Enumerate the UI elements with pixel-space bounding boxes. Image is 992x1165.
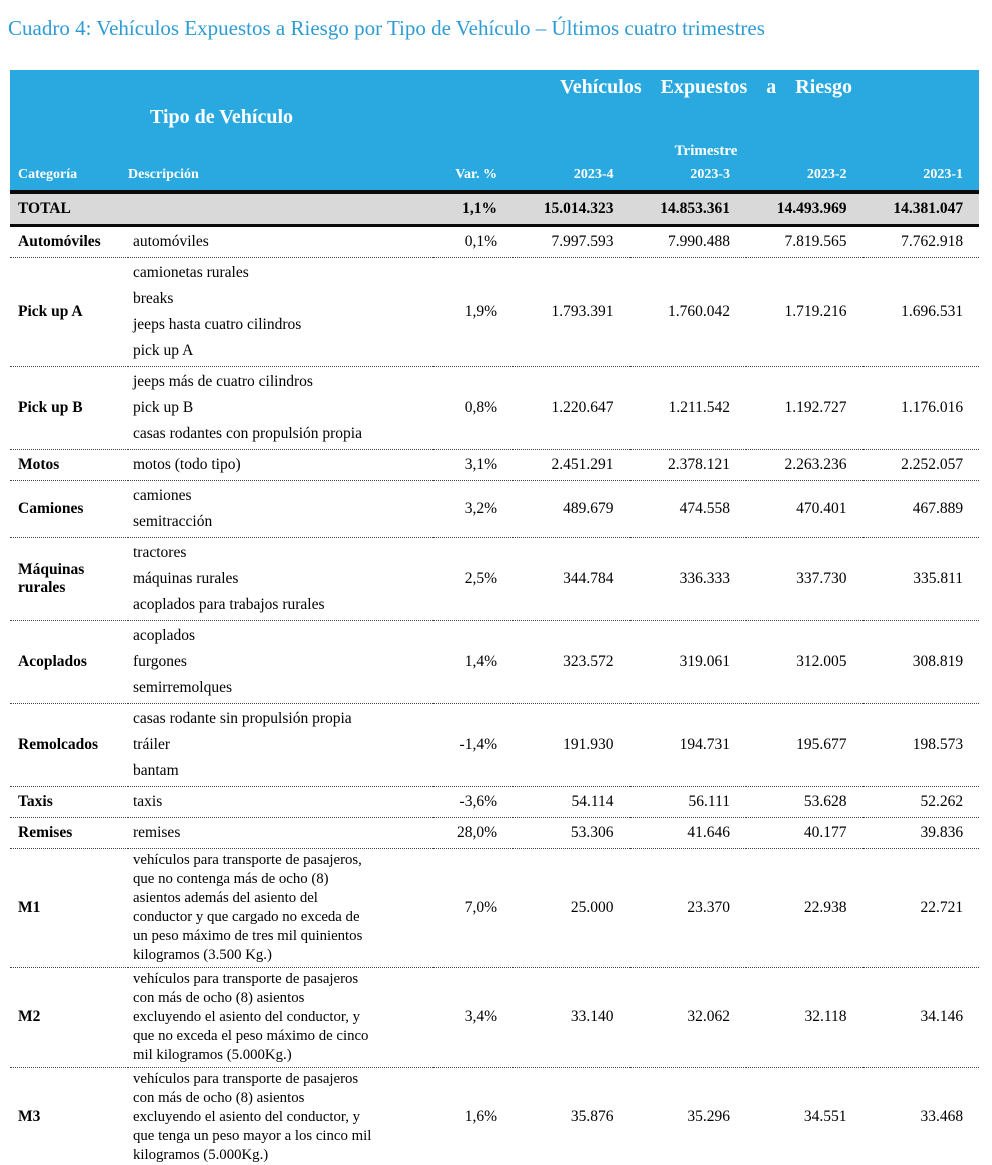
value-2023-3-cell: 474.558 [679,499,730,517]
value-2023-2-cell: 22.938 [803,898,847,916]
value-2023-1-cell: 39.836 [920,823,964,841]
table-row [10,967,979,1067]
value-2023-1-cell: 33.468 [920,1108,964,1125]
value-2023-4-cell: 489.679 [563,499,614,517]
description-line: excluyendo el asiento del conductor, y [133,1008,361,1025]
value-2023-3-cell: 23.370 [687,898,730,916]
description-line: conductor y que cargado no exceda de [133,908,360,925]
value-2023-4-cell: 344.784 [563,569,614,587]
column-header-2023-3: 2023-3 [690,167,730,182]
column-header-2023-1: 2023-1 [923,167,964,182]
table-row [10,1067,979,1165]
value-2023-1-cell: 335.811 [913,569,964,587]
value-2023-2-cell: 312.005 [796,652,847,670]
total-value: 14.853.361 [660,199,730,217]
description-cell [128,967,433,1067]
var-pct-cell: 7,0% [464,898,497,916]
var-pct-cell: -3,6% [459,792,497,810]
table-body [10,192,979,1165]
description-cell [128,848,433,967]
var-pct-cell: 1,9% [464,302,497,320]
description-line: pick up A [133,341,194,359]
description-line: breaks [133,289,174,307]
description-line: que tenga un peso mayor a los cinco mil [133,1127,372,1144]
value-2023-2-cell: 34.551 [803,1108,847,1125]
description-cell [128,225,433,257]
description-line: motos (todo tipo) [133,455,241,473]
value-2023-2-cell: 7.819.565 [784,232,847,250]
description-line: jeeps más de cuatro cilindros [133,372,313,390]
category-cell: Máquinas rurales [18,560,85,596]
description-cell [128,480,433,537]
value-2023-3-cell: 319.061 [679,652,730,670]
table-row [10,703,979,786]
description-line: vehículos para transporte de pasajeros [133,970,359,987]
value-2023-1-cell: 1.696.531 [901,302,964,320]
column-header-2023-4: 2023-4 [573,167,614,182]
var-pct-cell: -1,4% [459,735,497,753]
value-2023-4-cell: 191.930 [563,735,614,753]
total-value: 15.014.323 [543,199,614,217]
value-2023-4-cell: 25.000 [570,898,614,916]
description-line: mil kilogramos (5.000Kg.) [133,1046,292,1063]
table-row [10,817,979,848]
category-cell: Camiones [18,499,84,517]
description-cell [128,449,433,480]
value-2023-2-cell: 2.263.236 [784,455,847,473]
value-2023-1-cell: 198.573 [912,735,964,753]
table-row [10,537,979,620]
value-2023-1-cell: 34.146 [920,1008,964,1025]
total-label: TOTAL [18,199,71,217]
vehicles-at-risk-table [10,70,979,1165]
var-pct-cell: 28,0% [456,823,497,841]
table-row [10,620,979,703]
table-row [10,225,979,257]
description-cell [128,817,433,848]
table-row [10,480,979,537]
description-line: tráiler [133,735,171,753]
column-header-2023-2: 2023-2 [806,167,847,182]
category-cell: Pick up A [18,302,83,320]
header-group-title: Vehículos Expuestos a Riesgo [560,76,852,98]
description-line: pick up B [133,398,194,416]
var-pct-cell: 3,4% [464,1008,497,1025]
value-2023-2-cell: 337.730 [796,569,847,587]
value-2023-3-cell: 32.062 [687,1008,730,1025]
value-2023-1-cell: 1.176.016 [901,398,964,416]
var-pct-cell: 0,1% [464,232,497,250]
value-2023-4-cell: 33.140 [570,1008,614,1025]
description-line: acoplados [133,626,195,644]
value-2023-2-cell: 1.192.727 [784,398,847,416]
var-pct-cell: 0,8% [464,398,497,416]
table-row [10,786,979,817]
description-cell [128,786,433,817]
description-line: kilogramos (5.000Kg.) [133,1146,269,1163]
category-cell: Acoplados [18,652,87,670]
category-cell: M3 [18,1108,41,1125]
category-cell: Automóviles [18,232,101,250]
value-2023-1-cell: 467.889 [912,499,964,517]
value-2023-4-cell: 53.306 [570,823,614,841]
total-value: 14.493.969 [776,199,847,217]
value-2023-2-cell: 195.677 [796,735,847,753]
value-2023-4-cell: 323.572 [563,652,614,670]
header-tipo-de-vehiculo: Tipo de Vehículo [149,105,294,128]
category-cell: Remises [18,823,73,841]
category-cell: Motos [18,455,60,473]
description-line: que no contenga más de ocho (8) [133,870,329,887]
value-2023-2-cell: 1.719.216 [784,302,847,320]
value-2023-3-cell: 35.296 [687,1108,730,1125]
value-2023-4-cell: 35.876 [570,1108,614,1125]
value-2023-3-cell: 7.990.488 [668,232,730,250]
total-value: 14.381.047 [893,199,964,217]
description-cell [128,620,433,703]
value-2023-3-cell: 56.111 [688,792,730,810]
table-header [10,70,979,192]
description-line: camiones [133,486,192,504]
var-pct-cell: 3,1% [464,455,497,473]
value-2023-3-cell: 194.731 [679,735,730,753]
value-2023-4-cell: 54.114 [571,792,614,810]
description-line: bantam [133,761,179,779]
category-cell: M1 [18,898,41,916]
description-line: furgones [133,652,187,670]
column-header-descripcion: Descripción [128,167,199,182]
column-header-categoria: Categoría [18,167,78,182]
var-pct-cell: 1,4% [464,652,497,670]
description-line: asientos además del asiento del [133,889,318,906]
description-line: camionetas rurales [133,263,249,281]
description-line: excluyendo el asiento del conductor, y [133,1108,361,1125]
description-line: con más de ocho (8) asientos [133,1089,305,1106]
description-line: tractores [133,543,187,561]
description-line: jeeps hasta cuatro cilindros [133,315,302,333]
description-line: taxis [133,792,163,810]
value-2023-1-cell: 22.721 [920,898,964,916]
description-line: acoplados para trabajos rurales [133,595,325,613]
column-header-var-pct: Var. % [455,167,497,182]
description-cell [128,257,433,366]
table-row [10,366,979,449]
value-2023-3-cell: 2.378.121 [668,455,730,473]
value-2023-4-cell: 1.793.391 [551,302,614,320]
description-line: casas rodante sin propulsión propia [133,709,352,727]
description-cell [128,703,433,786]
value-2023-4-cell: 2.451.291 [551,455,614,473]
value-2023-3-cell: 41.646 [687,823,730,841]
total-var-pct: 1,1% [462,199,497,217]
category-cell: Taxis [18,792,53,810]
table-row [10,848,979,967]
description-line: con más de ocho (8) asientos [133,989,305,1006]
value-2023-2-cell: 32.118 [804,1008,847,1025]
value-2023-3-cell: 1.760.042 [668,302,730,320]
description-line: remises [133,823,181,841]
value-2023-3-cell: 1.211.542 [668,398,730,416]
value-2023-2-cell: 470.401 [796,499,847,517]
header-trimestre: Trimestre [674,143,738,159]
value-2023-4-cell: 1.220.647 [551,398,614,416]
description-line: casas rodantes con propulsión propia [133,424,362,442]
table-row [10,257,979,366]
category-cell: M2 [18,1008,41,1025]
description-line: vehículos para transporte de pasajeros, [133,851,362,868]
var-pct-cell: 3,2% [464,499,497,517]
value-2023-1-cell: 308.819 [912,652,964,670]
total-row [10,192,979,225]
category-cell: Remolcados [18,735,99,753]
category-cell: Pick up B [18,398,83,416]
var-pct-cell: 1,6% [464,1108,497,1125]
description-line: vehículos para transporte de pasajeros [133,1070,359,1087]
value-2023-3-cell: 336.333 [679,569,730,587]
description-line: automóviles [133,232,209,250]
value-2023-1-cell: 52.262 [920,792,964,810]
description-cell [128,537,433,620]
description-line: un peso máximo de tres mil quinientos [133,927,363,944]
description-line: semitracción [133,512,213,530]
description-cell [128,366,433,449]
description-line: kilogramos (3.500 Kg.) [133,946,272,963]
table-row [10,449,979,480]
description-cell [128,1067,433,1165]
value-2023-1-cell: 7.762.918 [901,232,964,250]
value-2023-2-cell: 40.177 [803,823,847,841]
var-pct-cell: 2,5% [464,569,497,587]
table-caption: Cuadro 4: Vehículos Expuestos a Riesgo por Tipo de Vehículo – Últimos cuatro trimestres [8,16,765,40]
description-line: que no exceda el peso máximo de cinco [133,1027,369,1044]
value-2023-1-cell: 2.252.057 [901,455,964,473]
value-2023-4-cell: 7.997.593 [551,232,614,250]
description-line: semirremolques [133,678,233,696]
value-2023-2-cell: 53.628 [803,792,847,810]
description-line: máquinas rurales [133,569,239,587]
